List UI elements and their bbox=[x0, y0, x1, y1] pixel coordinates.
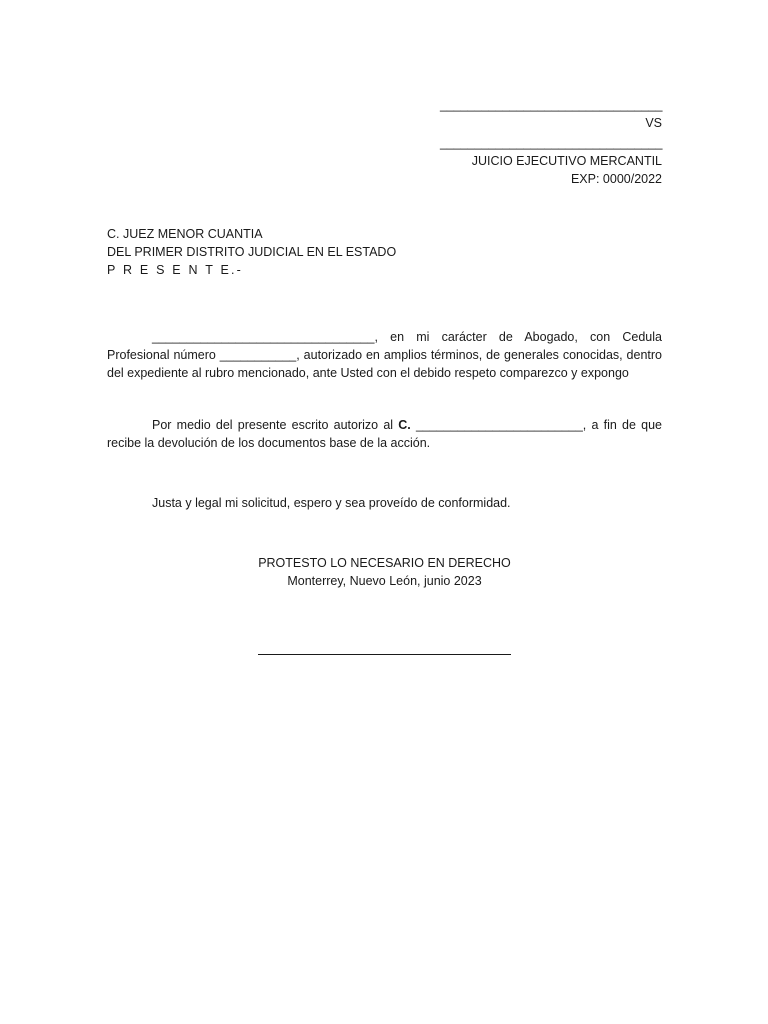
file-number: EXP: 0000/2022 bbox=[570, 172, 662, 186]
protest-line: PROTESTO LO NECESARIO EN DERECHO bbox=[258, 556, 511, 570]
paragraph-2-c: C. bbox=[398, 418, 411, 432]
closing-block bbox=[107, 554, 662, 590]
addressee-presente: P R E S E N T E.- bbox=[107, 263, 244, 277]
defendant-blank-line: ________________________________ bbox=[440, 136, 663, 150]
addressee-line-2: DEL PRIMER DISTRITO JUDICIAL EN EL ESTADO bbox=[107, 245, 397, 259]
versus-label: VS bbox=[645, 116, 662, 130]
addressee-block bbox=[107, 225, 662, 279]
paragraph-2-start: Por medio del presente escrito autorizo al bbox=[152, 418, 399, 432]
addressee-line-1: C. JUEZ MENOR CUANTIA bbox=[107, 227, 263, 241]
paragraph-2 bbox=[107, 416, 662, 452]
case-header bbox=[440, 96, 662, 132]
paragraph-3: Justa y legal mi solicitud, espero y sea proveído de conformidad. bbox=[152, 496, 511, 510]
signature-line bbox=[258, 654, 511, 655]
paragraph-2-end: ________________________, a fin de que recibe la devolución de los documentos base de la acción. bbox=[107, 418, 662, 450]
case-header-2 bbox=[440, 134, 662, 188]
paragraph-1: ________________________________, en mi carácter de Abogado, con Cedula Profesional número ___________, autorizado en amplios términos, de generales conocidas, dentro del expediente al rubro mencionado, ante Usted con el debido respeto comparezco y expongo bbox=[107, 330, 662, 380]
place-date: Monterrey, Nuevo León, junio 2023 bbox=[287, 574, 482, 588]
plaintiff-blank-line: ________________________________ bbox=[440, 98, 663, 112]
case-type: JUICIO EJECUTIVO MERCANTIL bbox=[471, 154, 662, 168]
